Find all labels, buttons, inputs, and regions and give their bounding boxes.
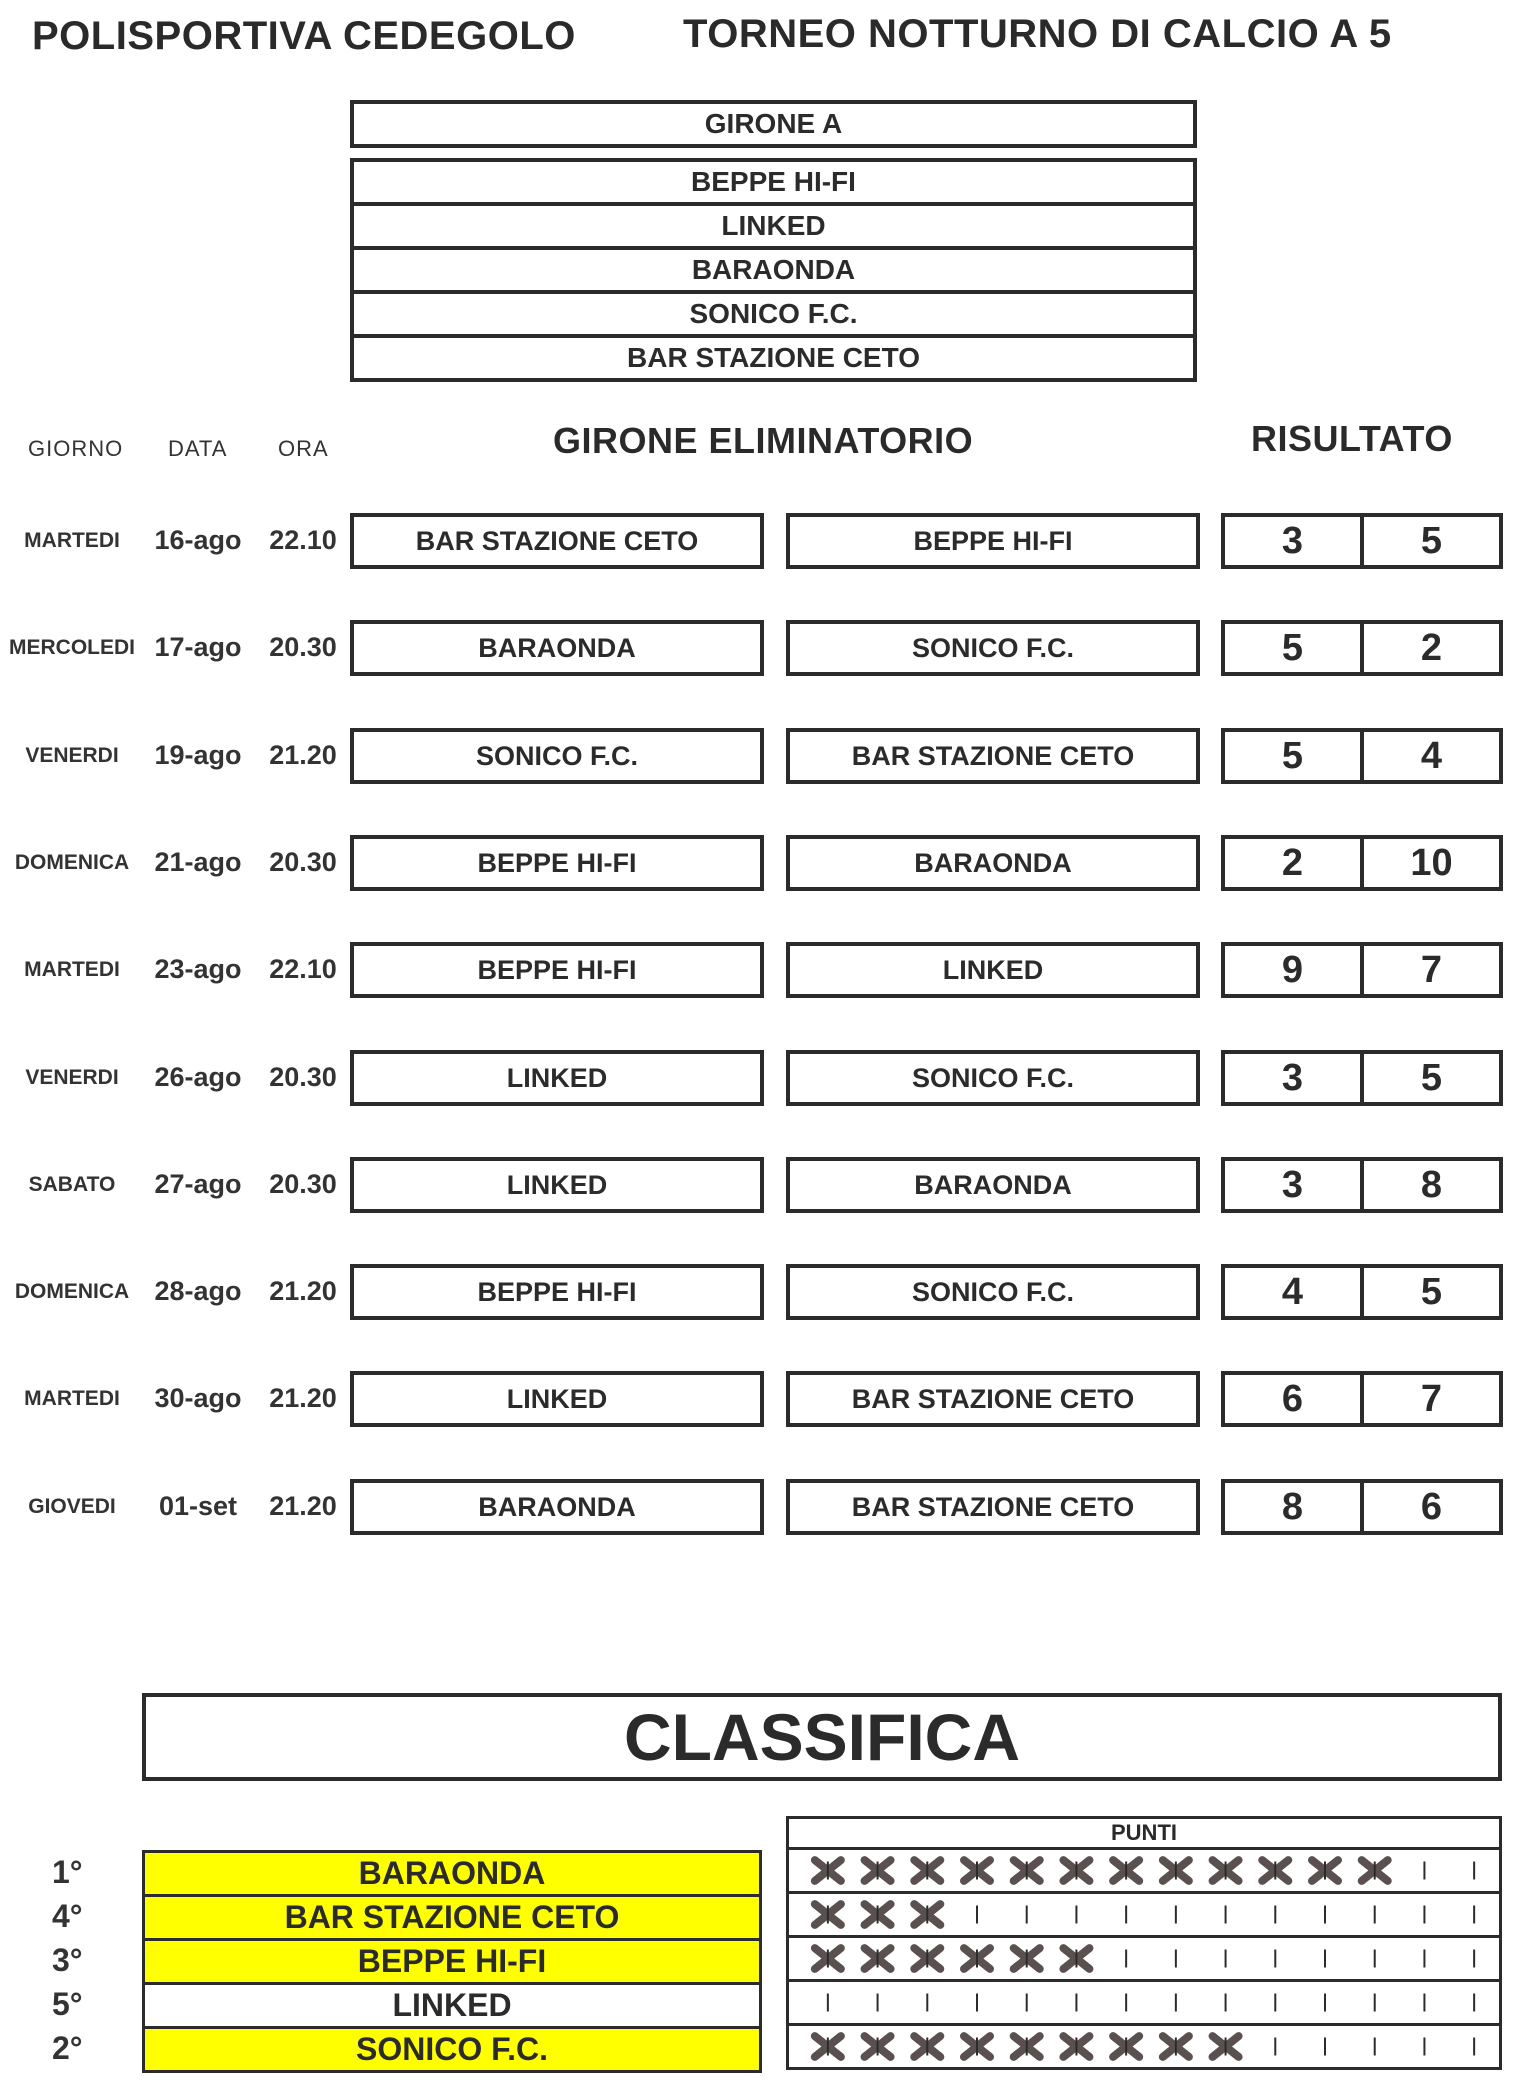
standing-rank: 3° (52, 1942, 83, 1978)
tally-cross-mark (1213, 2036, 1239, 2057)
tally-cross-mark (815, 1948, 841, 1969)
tally-cross-mark (865, 1948, 891, 1969)
match-day: MARTEDI (24, 958, 120, 981)
tally-cross-mark (1014, 1860, 1040, 1881)
tally-cross-mark (964, 1948, 990, 1969)
away-score: 6 (1360, 1483, 1499, 1531)
match-day: VENERDI (25, 744, 119, 767)
match-day: DOMENICA (14, 851, 130, 874)
away-team: SONICO F.C. (786, 1050, 1200, 1106)
match-date: 21-ago (154, 847, 242, 877)
score-box (1221, 942, 1503, 998)
group-team: LINKED (350, 202, 1197, 250)
away-team: BARAONDA (786, 835, 1200, 891)
standing-team: SONICO F.C. (142, 2026, 762, 2073)
score-box (1221, 835, 1503, 891)
score-box (1221, 1157, 1503, 1213)
tally-cross-mark (815, 1860, 841, 1881)
points-tally (789, 1938, 1499, 1979)
match-day: VENERDI (25, 1066, 119, 1089)
tally-cross-mark (914, 1860, 940, 1881)
away-score: 7 (1360, 1375, 1499, 1423)
tally-cross-mark (865, 1904, 891, 1925)
home-team: BAR STAZIONE CETO (350, 513, 764, 569)
group-title: GIRONE A (350, 100, 1197, 148)
points-tally (789, 1850, 1499, 1891)
match-time: 21.20 (269, 1491, 337, 1521)
home-team: BARAONDA (350, 1479, 764, 1535)
home-score: 6 (1281, 1377, 1304, 1420)
tally-cross-mark (1362, 1860, 1388, 1881)
tally-cross-mark (964, 2036, 990, 2057)
points-tally-row (786, 1938, 1502, 1982)
away-score: 8 (1360, 1161, 1499, 1209)
match-date: 23-ago (154, 954, 242, 984)
col-date-header: DATA (168, 436, 228, 461)
home-score: 2 (1281, 841, 1304, 884)
club-name: POLISPORTIVA CEDEGOLO (32, 14, 576, 58)
standing-team: BAR STAZIONE CETO (142, 1894, 762, 1941)
standing-team: BEPPE HI-FI (142, 1938, 762, 1985)
group-team: SONICO F.C. (350, 290, 1197, 338)
away-team: BAR STAZIONE CETO (786, 1371, 1200, 1427)
home-score: 9 (1281, 948, 1304, 991)
tally-cross-mark (815, 1904, 841, 1925)
tally-cross-mark (964, 1860, 990, 1881)
points-tally-row (786, 2026, 1502, 2070)
tally-cross-mark (1312, 1860, 1338, 1881)
group-team: BARAONDA (350, 246, 1197, 294)
home-score: 5 (1281, 734, 1304, 777)
match-time: 20.30 (269, 1169, 337, 1199)
score-box (1221, 620, 1503, 676)
home-score: 5 (1281, 626, 1304, 669)
match-date: 26-ago (154, 1062, 242, 1092)
standing-team: LINKED (142, 1982, 762, 2029)
match-time: 20.30 (269, 632, 337, 662)
away-score: 5 (1360, 517, 1499, 565)
away-team: SONICO F.C. (786, 620, 1200, 676)
home-team: SONICO F.C. (350, 728, 764, 784)
away-team: BEPPE HI-FI (786, 513, 1200, 569)
home-team: LINKED (350, 1050, 764, 1106)
match-date: 16-ago (154, 525, 242, 555)
tournament-title: TORNEO NOTTURNO DI CALCIO A 5 (683, 12, 1392, 56)
match-time: 21.20 (269, 1383, 337, 1413)
points-tally-row (786, 1850, 1502, 1894)
match-time: 20.30 (269, 1062, 337, 1092)
match-day: MERCOLEDI (9, 636, 135, 659)
home-score: 3 (1281, 1163, 1304, 1206)
tally-cross-mark (914, 2036, 940, 2057)
away-score: 5 (1360, 1054, 1499, 1102)
col-time-header: ORA (278, 436, 329, 461)
match-time: 22.10 (269, 525, 337, 555)
home-team: BEPPE HI-FI (350, 835, 764, 891)
standing-rank: 1° (52, 1854, 83, 1890)
match-date: 01-set (158, 1491, 238, 1521)
home-score: 4 (1281, 1270, 1304, 1313)
score-box (1221, 1264, 1503, 1320)
points-header: PUNTI (786, 1816, 1502, 1850)
group-team: BEPPE HI-FI (350, 158, 1197, 206)
tally-cross-mark (1063, 2036, 1089, 2057)
standing-rank: 2° (52, 2030, 83, 2066)
points-tally (789, 2026, 1499, 2067)
away-score: 7 (1360, 946, 1499, 994)
col-day-header: GIORNO (28, 436, 124, 461)
tally-cross-mark (1163, 1860, 1189, 1881)
standing-rank: 5° (52, 1986, 83, 2022)
away-team: LINKED (786, 942, 1200, 998)
points-tally (789, 1894, 1499, 1935)
tally-cross-mark (1213, 1860, 1239, 1881)
tally-cross-mark (914, 1904, 940, 1925)
home-team: BEPPE HI-FI (350, 1264, 764, 1320)
standings-title: CLASSIFICA (142, 1693, 1502, 1781)
group-team: BAR STAZIONE CETO (350, 334, 1197, 382)
match-date: 27-ago (154, 1169, 242, 1199)
match-time: 21.20 (269, 1276, 337, 1306)
tally-cross-mark (1014, 1948, 1040, 1969)
tally-cross-mark (914, 1948, 940, 1969)
tally-cross-mark (1063, 1948, 1089, 1969)
tally-cross-mark (865, 2036, 891, 2057)
match-day: GIOVEDI (28, 1495, 116, 1518)
score-box (1221, 513, 1503, 569)
match-day: DOMENICA (14, 1280, 130, 1303)
home-team: BARAONDA (350, 620, 764, 676)
match-time: 22.10 (269, 954, 337, 984)
result-title: RISULTATO (1251, 418, 1453, 459)
away-team: BAR STAZIONE CETO (786, 728, 1200, 784)
tally-cross-mark (1014, 2036, 1040, 2057)
match-date: 28-ago (154, 1276, 242, 1306)
match-date: 17-ago (154, 632, 242, 662)
away-score: 4 (1360, 732, 1499, 780)
away-team: BARAONDA (786, 1157, 1200, 1213)
tally-cross-mark (1113, 2036, 1139, 2057)
match-date: 19-ago (154, 740, 242, 770)
away-score: 10 (1360, 839, 1499, 887)
home-score: 3 (1281, 519, 1304, 562)
away-team: BAR STAZIONE CETO (786, 1479, 1200, 1535)
score-box (1221, 1479, 1503, 1535)
tally-cross-mark (1113, 1860, 1139, 1881)
tally-cross-mark (865, 1860, 891, 1881)
score-box (1221, 1050, 1503, 1106)
away-team: SONICO F.C. (786, 1264, 1200, 1320)
tally-cross-mark (1262, 1860, 1288, 1881)
match-day: MARTEDI (24, 529, 120, 552)
points-tally (789, 1982, 1499, 2023)
schedule-title: GIRONE ELIMINATORIO (553, 420, 974, 461)
tally-cross-mark (1163, 2036, 1189, 2057)
points-tally-row (786, 1894, 1502, 1938)
match-day: SABATO (28, 1173, 116, 1196)
match-date: 30-ago (154, 1383, 242, 1413)
home-score: 8 (1281, 1485, 1304, 1528)
standing-team: BARAONDA (142, 1850, 762, 1897)
match-time: 20.30 (269, 847, 337, 877)
score-box (1221, 1371, 1503, 1427)
match-time: 21.20 (269, 740, 337, 770)
tally-cross-mark (815, 2036, 841, 2057)
away-score: 5 (1360, 1268, 1499, 1316)
away-score: 2 (1360, 624, 1499, 672)
home-team: BEPPE HI-FI (350, 942, 764, 998)
match-day: MARTEDI (24, 1387, 120, 1410)
points-tally-row (786, 1982, 1502, 2026)
home-score: 3 (1281, 1056, 1304, 1099)
standing-rank: 4° (52, 1898, 83, 1934)
tally-cross-mark (1063, 1860, 1089, 1881)
home-team: LINKED (350, 1371, 764, 1427)
score-box (1221, 728, 1503, 784)
home-team: LINKED (350, 1157, 764, 1213)
